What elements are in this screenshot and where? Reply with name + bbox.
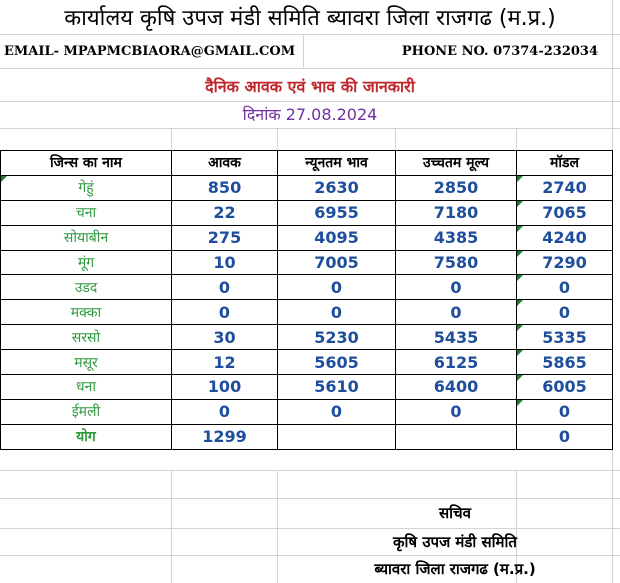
table-row bbox=[1, 275, 613, 300]
min-price-cell[interactable]: 5230 bbox=[278, 325, 396, 350]
commodity-name[interactable]: मक्का bbox=[1, 300, 172, 325]
mandi-rates-table bbox=[0, 150, 613, 450]
commodity-name[interactable]: मूंग bbox=[1, 250, 172, 275]
column-header-modal-price: मॉडल bbox=[517, 151, 613, 176]
grid-line bbox=[171, 128, 172, 150]
modal-price-cell[interactable]: 7065 bbox=[517, 200, 613, 225]
column-header-max-price: उच्चतम मूल्य bbox=[396, 151, 517, 176]
arrival-cell[interactable]: 0 bbox=[172, 399, 278, 424]
max-price-cell[interactable]: 7580 bbox=[396, 250, 517, 275]
modal-price-cell[interactable]: 6005 bbox=[517, 375, 613, 400]
min-price-cell[interactable]: 5610 bbox=[278, 375, 396, 400]
signature-designation: सचिव bbox=[439, 504, 471, 522]
min-price-cell[interactable]: 6955 bbox=[278, 200, 396, 225]
date-label: दिनांक bbox=[242, 105, 281, 124]
grid-line bbox=[171, 470, 172, 583]
max-price-cell[interactable]: 7180 bbox=[396, 200, 517, 225]
date-value: 27.08.2024 bbox=[285, 105, 378, 124]
min-price-cell[interactable]: 7005 bbox=[278, 250, 396, 275]
grid-line bbox=[0, 498, 620, 499]
min-price-cell[interactable]: 5605 bbox=[278, 350, 396, 375]
office-title: कार्यालय कृषि उपज मंडी समिति ब्यावरा जिला राजगढ (म.प्र.) bbox=[64, 6, 556, 31]
modal-price-cell[interactable]: 2740 bbox=[517, 175, 613, 200]
grid-line bbox=[303, 34, 304, 68]
modal-price-cell[interactable]: 0 bbox=[517, 275, 613, 300]
total-label[interactable]: योग bbox=[1, 424, 172, 449]
arrival-cell[interactable]: 0 bbox=[172, 300, 278, 325]
arrival-cell[interactable]: 30 bbox=[172, 325, 278, 350]
table-row bbox=[1, 175, 613, 200]
grid-line bbox=[0, 34, 620, 35]
total-max-price-cell[interactable] bbox=[396, 424, 517, 449]
table-row bbox=[1, 350, 613, 375]
arrival-cell[interactable]: 22 bbox=[172, 200, 278, 225]
modal-price-cell[interactable]: 4240 bbox=[517, 225, 613, 250]
email-text: EMAIL- MPAPMCBIAORA@GMAIL.COM bbox=[4, 44, 296, 59]
commodity-name[interactable]: धना bbox=[1, 375, 172, 400]
commodity-name[interactable]: गेहुं bbox=[1, 175, 172, 200]
commodity-name[interactable]: उडद bbox=[1, 275, 172, 300]
grid-line bbox=[0, 470, 620, 471]
grid-line bbox=[395, 128, 396, 150]
modal-price-cell[interactable]: 0 bbox=[517, 399, 613, 424]
min-price-cell[interactable]: 0 bbox=[278, 399, 396, 424]
signature-location: ब्यावरा जिला राजगढ (म.प्र.) bbox=[374, 560, 536, 578]
modal-price-cell[interactable]: 0 bbox=[517, 300, 613, 325]
max-price-cell[interactable]: 0 bbox=[396, 300, 517, 325]
total-row bbox=[1, 424, 613, 449]
phone-text: PHONE NO. 07374-232034 bbox=[401, 44, 598, 59]
max-price-cell[interactable]: 6125 bbox=[396, 350, 517, 375]
min-price-cell[interactable]: 2630 bbox=[278, 175, 396, 200]
table-row bbox=[1, 250, 613, 275]
commodity-name[interactable]: मसूर bbox=[1, 350, 172, 375]
arrival-cell[interactable]: 100 bbox=[172, 375, 278, 400]
grid-line bbox=[0, 555, 620, 556]
max-price-cell[interactable]: 0 bbox=[396, 399, 517, 424]
modal-price-cell[interactable]: 7290 bbox=[517, 250, 613, 275]
arrival-cell[interactable]: 12 bbox=[172, 350, 278, 375]
arrival-cell[interactable]: 275 bbox=[172, 225, 278, 250]
grid-line bbox=[0, 528, 620, 529]
column-header-arrival: आवक bbox=[172, 151, 278, 176]
grid-line bbox=[277, 470, 278, 583]
commodity-name[interactable]: चना bbox=[1, 200, 172, 225]
table-row bbox=[1, 399, 613, 424]
signature-committee: कृषि उपज मंडी समिति bbox=[393, 533, 517, 551]
grid-line bbox=[516, 128, 517, 150]
report-date bbox=[0, 102, 620, 128]
table-header-row bbox=[1, 151, 613, 176]
max-price-cell[interactable]: 6400 bbox=[396, 375, 517, 400]
table-row bbox=[1, 225, 613, 250]
column-header-commodity: जिन्स का नाम bbox=[1, 151, 172, 176]
total-arrival-cell[interactable]: 1299 bbox=[172, 424, 278, 449]
arrival-cell[interactable]: 850 bbox=[172, 175, 278, 200]
table-row bbox=[1, 375, 613, 400]
grid-line bbox=[0, 128, 620, 129]
max-price-cell[interactable]: 4385 bbox=[396, 225, 517, 250]
total-modal-price-cell[interactable]: 0 bbox=[517, 424, 613, 449]
total-min-price-cell[interactable] bbox=[278, 424, 396, 449]
min-price-cell[interactable]: 4095 bbox=[278, 225, 396, 250]
table-row bbox=[1, 325, 613, 350]
modal-price-cell[interactable]: 5865 bbox=[517, 350, 613, 375]
arrival-cell[interactable]: 10 bbox=[172, 250, 278, 275]
arrival-cell[interactable]: 0 bbox=[172, 275, 278, 300]
min-price-cell[interactable]: 0 bbox=[278, 300, 396, 325]
commodity-name[interactable]: ईमली bbox=[1, 399, 172, 424]
grid-line bbox=[0, 68, 620, 69]
max-price-cell[interactable]: 2850 bbox=[396, 175, 517, 200]
modal-price-cell[interactable]: 5335 bbox=[517, 325, 613, 350]
max-price-cell[interactable]: 0 bbox=[396, 275, 517, 300]
commodity-name[interactable]: सरसो bbox=[1, 325, 172, 350]
table-row bbox=[1, 300, 613, 325]
table-row bbox=[1, 200, 613, 225]
max-price-cell[interactable]: 5435 bbox=[396, 325, 517, 350]
column-header-min-price: न्यूनतम भाव bbox=[278, 151, 396, 176]
commodity-name[interactable]: सोयाबीन bbox=[1, 225, 172, 250]
grid-line bbox=[277, 128, 278, 150]
report-subtitle: दैनिक आवक एवं भाव की जानकारी bbox=[205, 77, 415, 96]
min-price-cell[interactable]: 0 bbox=[278, 275, 396, 300]
